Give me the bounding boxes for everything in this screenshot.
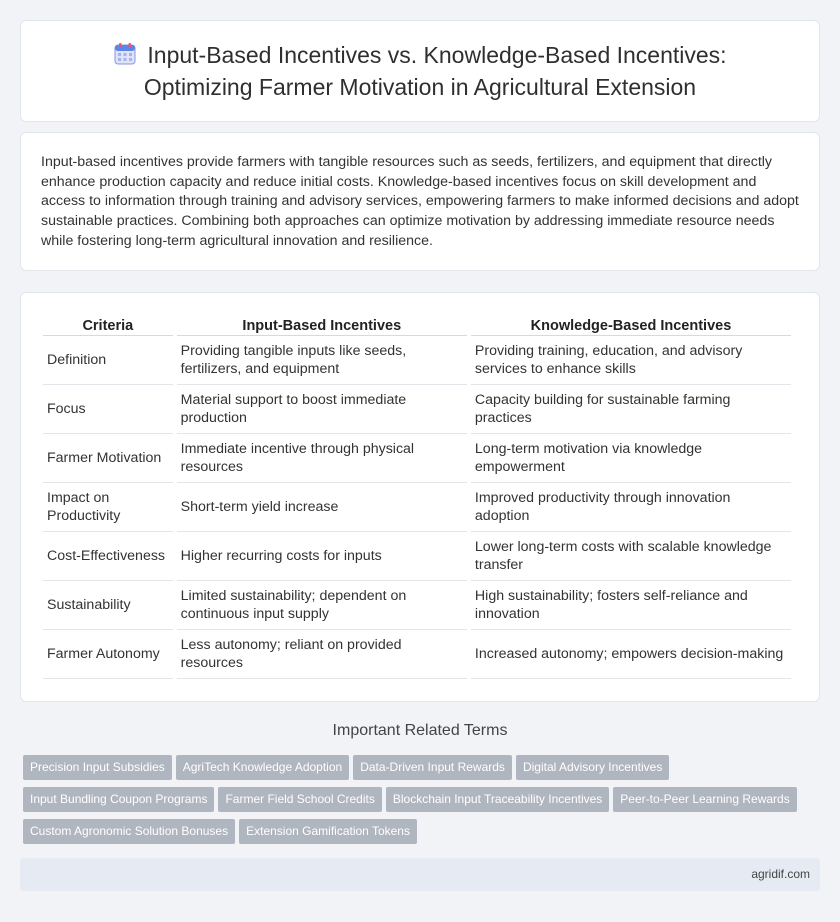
- tag-peer-to-peer-learning-rewards[interactable]: Peer-to-Peer Learning Rewards: [613, 787, 796, 812]
- comparison-table: [39, 313, 795, 679]
- tag-digital-advisory-incentives[interactable]: Digital Advisory Incentives: [516, 755, 669, 780]
- tag-custom-agronomic-solution-bonuses[interactable]: Custom Agronomic Solution Bonuses: [23, 819, 235, 844]
- header-criteria: Criteria: [43, 313, 173, 336]
- row-knowledge-based: Improved productivity through innovation adoption: [471, 483, 791, 532]
- row-criteria: Impact on Productivity: [43, 483, 173, 532]
- row-criteria: Definition: [43, 336, 173, 385]
- table-row: [43, 336, 791, 385]
- tag-farmer-field-school-credits[interactable]: Farmer Field School Credits: [218, 787, 381, 812]
- row-criteria: Farmer Autonomy: [43, 630, 173, 679]
- calendar-icon: [113, 42, 137, 73]
- row-input-based: Short-term yield increase: [177, 483, 467, 532]
- row-criteria: Focus: [43, 385, 173, 434]
- title-card: [20, 20, 820, 122]
- related-terms-heading: Important Related Terms: [332, 722, 508, 739]
- intro-paragraph: Input-based incentives provide farmers with tangible resources such as seeds, fertilizers, and equipment that directly enhance production capacity and reduce initial costs. Knowledge-based incentives focus on skill development and access to information through training and advisory services, empowering farmers to make informed decisions and adopt sustainable practices. Combining both approaches can optimize motivation by addressing immediate resource needs while fostering long-term agricultural innovation and resilience.: [41, 154, 799, 249]
- row-input-based: Immediate incentive through physical resources: [177, 434, 467, 483]
- title-line-2: Optimizing Farmer Motivation in Agricultural Extension: [143, 73, 697, 100]
- tag-input-bundling-coupon-programs[interactable]: Input Bundling Coupon Programs: [23, 787, 214, 812]
- table-row: [43, 630, 791, 679]
- table-row: [43, 532, 791, 581]
- table-row: [43, 581, 791, 630]
- row-knowledge-based: Increased autonomy; empowers decision-making: [471, 630, 791, 679]
- tag-data-driven-input-rewards[interactable]: Data-Driven Input Rewards: [353, 755, 512, 780]
- row-knowledge-based: Lower long-term costs with scalable knowledge transfer: [471, 532, 791, 581]
- row-input-based: Material support to boost immediate production: [177, 385, 467, 434]
- title-line-1: Input-Based Incentives vs. Knowledge-Based Incentives:: [147, 41, 727, 68]
- table-header-row: [43, 313, 791, 336]
- header-input-based: Input-Based Incentives: [177, 313, 467, 336]
- table-row: [43, 483, 791, 532]
- comparison-table-card: [20, 292, 820, 702]
- row-knowledge-based: Providing training, education, and advisory services to enhance skills: [471, 336, 791, 385]
- table-row: [43, 434, 791, 483]
- page-title: [113, 41, 726, 102]
- row-input-based: Higher recurring costs for inputs: [177, 532, 467, 581]
- row-knowledge-based: Capacity building for sustainable farming practices: [471, 385, 791, 434]
- row-criteria: Sustainability: [43, 581, 173, 630]
- footer-site[interactable]: agridif.com: [20, 858, 820, 891]
- row-knowledge-based: Long-term motivation via knowledge empowerment: [471, 434, 791, 483]
- row-criteria: Cost-Effectiveness: [43, 532, 173, 581]
- row-knowledge-based: High sustainability; fosters self-reliance and innovation: [471, 581, 791, 630]
- tag-extension-gamification-tokens[interactable]: Extension Gamification Tokens: [239, 819, 417, 844]
- row-input-based: Less autonomy; reliant on provided resources: [177, 630, 467, 679]
- table-row: [43, 385, 791, 434]
- intro-card: [20, 132, 820, 271]
- header-knowledge-based: Knowledge-Based Incentives: [471, 313, 791, 336]
- tag-precision-input-subsidies[interactable]: Precision Input Subsidies: [23, 755, 172, 780]
- tag-blockchain-input-traceability-incentives[interactable]: Blockchain Input Traceability Incentives: [386, 787, 609, 812]
- row-input-based: Providing tangible inputs like seeds, fertilizers, and equipment: [177, 336, 467, 385]
- related-terms-tags: [23, 755, 823, 851]
- row-criteria: Farmer Motivation: [43, 434, 173, 483]
- tag-agritech-knowledge-adoption[interactable]: AgriTech Knowledge Adoption: [176, 755, 349, 780]
- row-input-based: Limited sustainability; dependent on continuous input supply: [177, 581, 467, 630]
